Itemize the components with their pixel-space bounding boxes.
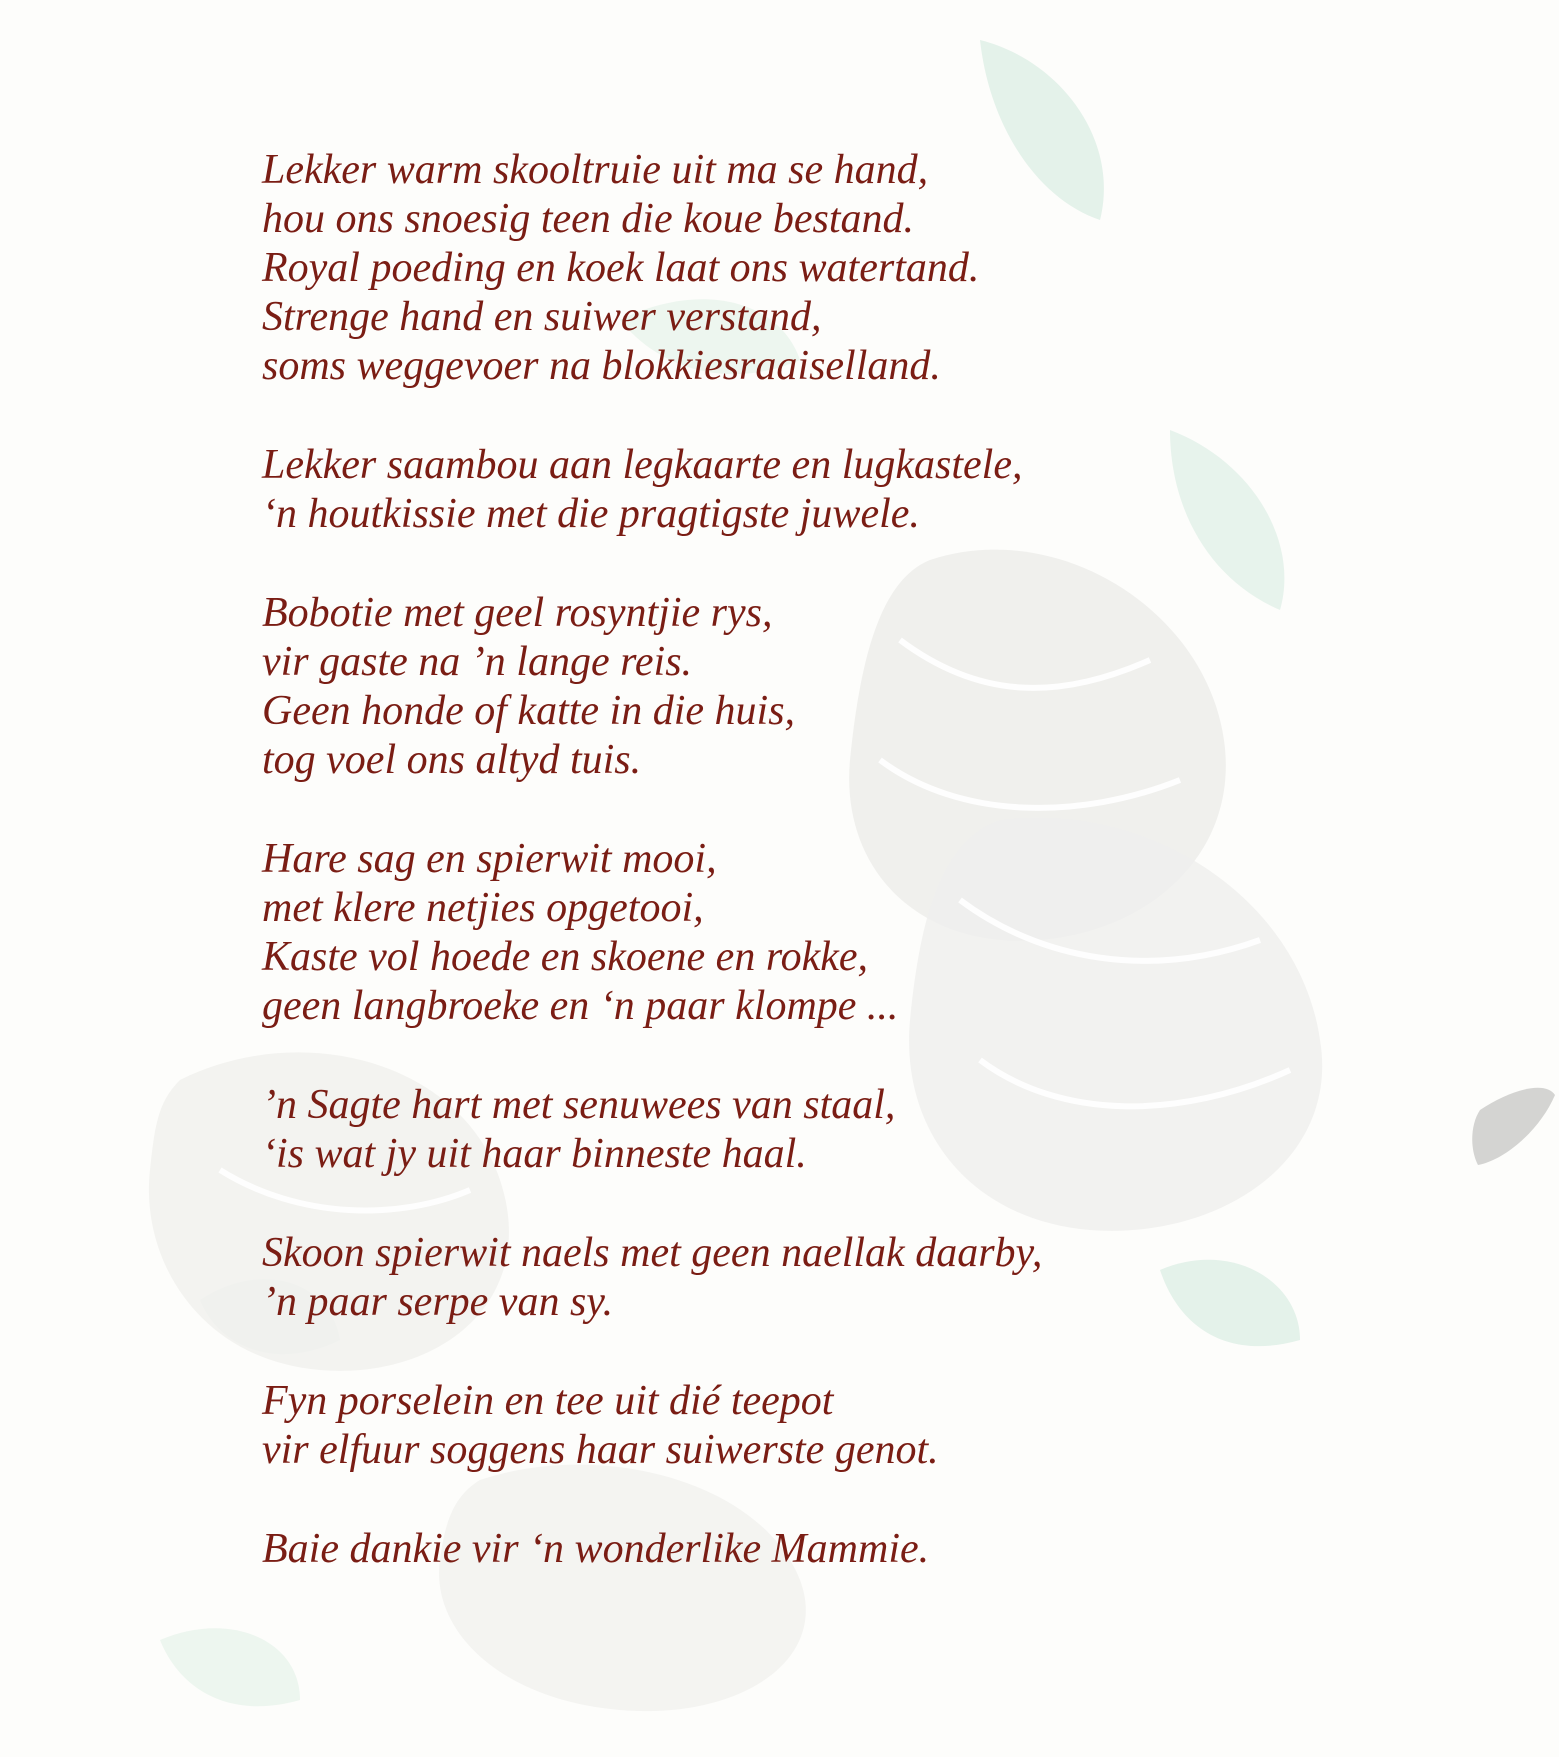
poem-line: Hare sag en spierwit mooi, (262, 836, 717, 882)
poem-line: ’n Sagte hart met senuwees van staal, (262, 1082, 896, 1128)
stanza-8 (262, 1525, 1462, 1574)
poem-line: Geen honde of katte in die huis, (262, 688, 796, 734)
poem-line: Fyn porselein en tee uit dié teepot (262, 1378, 834, 1424)
stanza-1 (262, 146, 1462, 391)
poem-line: Lekker warm skooltruie uit ma se hand, (262, 147, 929, 193)
poem-line: hou ons snoesig teen die koue bestand. (262, 196, 915, 242)
poem-line: Baie dankie vir ‘n wonderlike Mammie. (262, 1526, 930, 1572)
brush-mark (1472, 1088, 1555, 1165)
poem-line: met klere netjies opgetooi, (262, 885, 704, 931)
poem-line: Bobotie met geel rosyntjie rys, (262, 590, 773, 636)
poem-line: Kaste vol hoede en skoene en rokke, (262, 934, 869, 980)
poem-line: Strenge hand en suiwer verstand, (262, 294, 822, 340)
stanza-5 (262, 1081, 1462, 1179)
poem-line: Skoon spierwit naels met geen naellak daarby, (262, 1230, 1043, 1276)
stanza-2 (262, 441, 1462, 539)
poem-line: vir elfuur soggens haar suiwerste genot. (262, 1427, 939, 1473)
poem-line: geen langbroeke en ‘n paar klompe ... (262, 983, 899, 1029)
leaf-lower-left (160, 1628, 300, 1706)
stanza-6 (262, 1229, 1462, 1327)
poem-line: vir gaste na ’n lange reis. (262, 639, 693, 685)
poem-line: Lekker saambou aan legkaarte en lugkastele, (262, 442, 1023, 488)
poem-line: soms weggevoer na blokkiesraaiselland. (262, 343, 941, 389)
stanza-3 (262, 589, 1462, 785)
poem-line: Royal poeding en koek laat ons watertand. (262, 245, 980, 291)
stanza-4 (262, 835, 1462, 1031)
poem-text (262, 146, 1462, 1624)
poem-line: ’n paar serpe van sy. (262, 1279, 614, 1325)
stanza-7 (262, 1377, 1462, 1475)
poem-line: ‘n houtkissie met die pragtigste juwele. (262, 491, 920, 537)
poem-line: tog voel ons altyd tuis. (262, 737, 642, 783)
poem-line: ‘is wat jy uit haar binneste haal. (262, 1131, 807, 1177)
